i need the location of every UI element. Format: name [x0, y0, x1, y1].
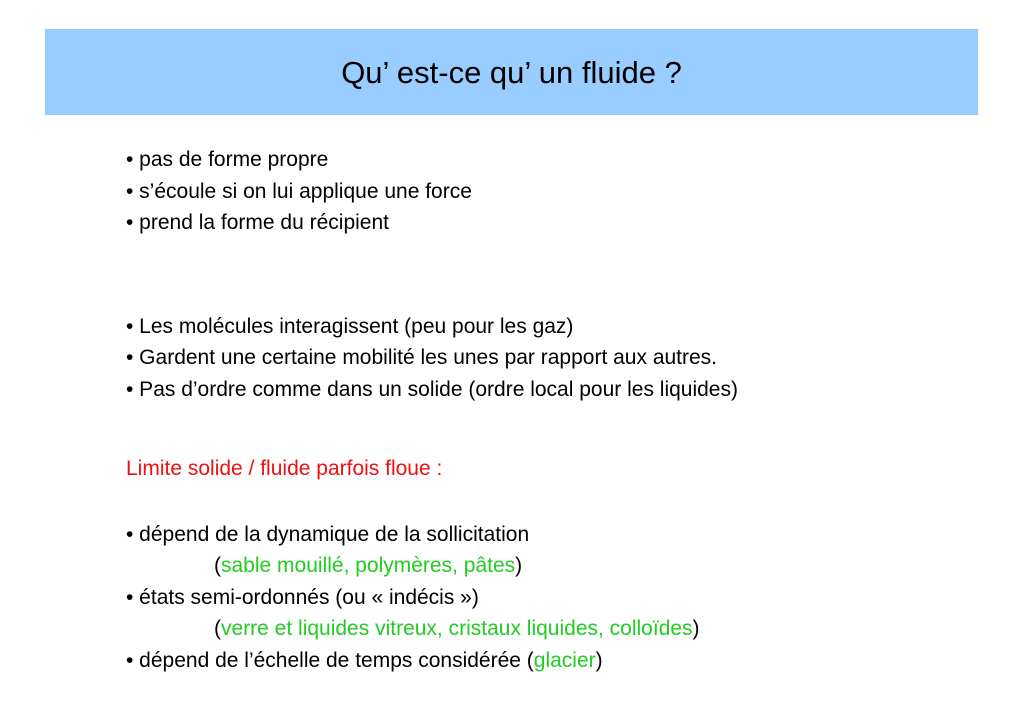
timescale-text: • dépend de l’échelle de temps considérée (: [126, 648, 534, 672]
bullet-container-shape: • prend la forme du récipient: [126, 211, 389, 234]
bullet-timescale: [126, 645, 1006, 677]
bullet-semi-ordered: • états semi-ordonnés (ou « indécis »): [126, 585, 479, 609]
paren-close: ): [595, 648, 603, 672]
example-glacier: glacier: [533, 648, 596, 672]
bullet-no-order: • Pas d’ordre comme dans un solide (ordre local pour les liquides): [126, 377, 738, 401]
bullet-mobility: • Gardent une certaine mobilité les unes par rapport aux autres.: [126, 346, 718, 369]
example-glass-crystals: verre et liquides vitreux, cristaux liquides, colloïdes: [221, 617, 693, 640]
example-line-1: [126, 550, 1006, 582]
example-line-2: [126, 613, 1006, 645]
limit-heading: Limite solide / fluide parfois floue :: [126, 457, 443, 480]
bullet-no-shape: • pas de forme propre: [126, 148, 329, 171]
spacer: [126, 405, 1006, 453]
paren-open: (: [214, 554, 221, 577]
paren-open: (: [214, 617, 221, 640]
spacer: [126, 485, 1006, 519]
bullet-molecules-interact: • Les molécules interagissent (peu pour les gaz): [126, 314, 574, 338]
title-bar: [45, 29, 978, 115]
bullet-flows: • s’écoule si on lui applique une force: [126, 179, 472, 203]
slide-body: [126, 144, 1006, 676]
spacer: [126, 239, 1006, 311]
paren-close: ): [515, 554, 523, 577]
example-sand-polymers: sable mouillé, polymères, pâtes: [221, 554, 516, 577]
slide-title: Qu’ est-ce qu’ un fluide ?: [341, 55, 682, 90]
bullet-dynamics: • dépend de la dynamique de la sollicitation: [126, 522, 530, 546]
paren-close: ): [692, 617, 700, 640]
